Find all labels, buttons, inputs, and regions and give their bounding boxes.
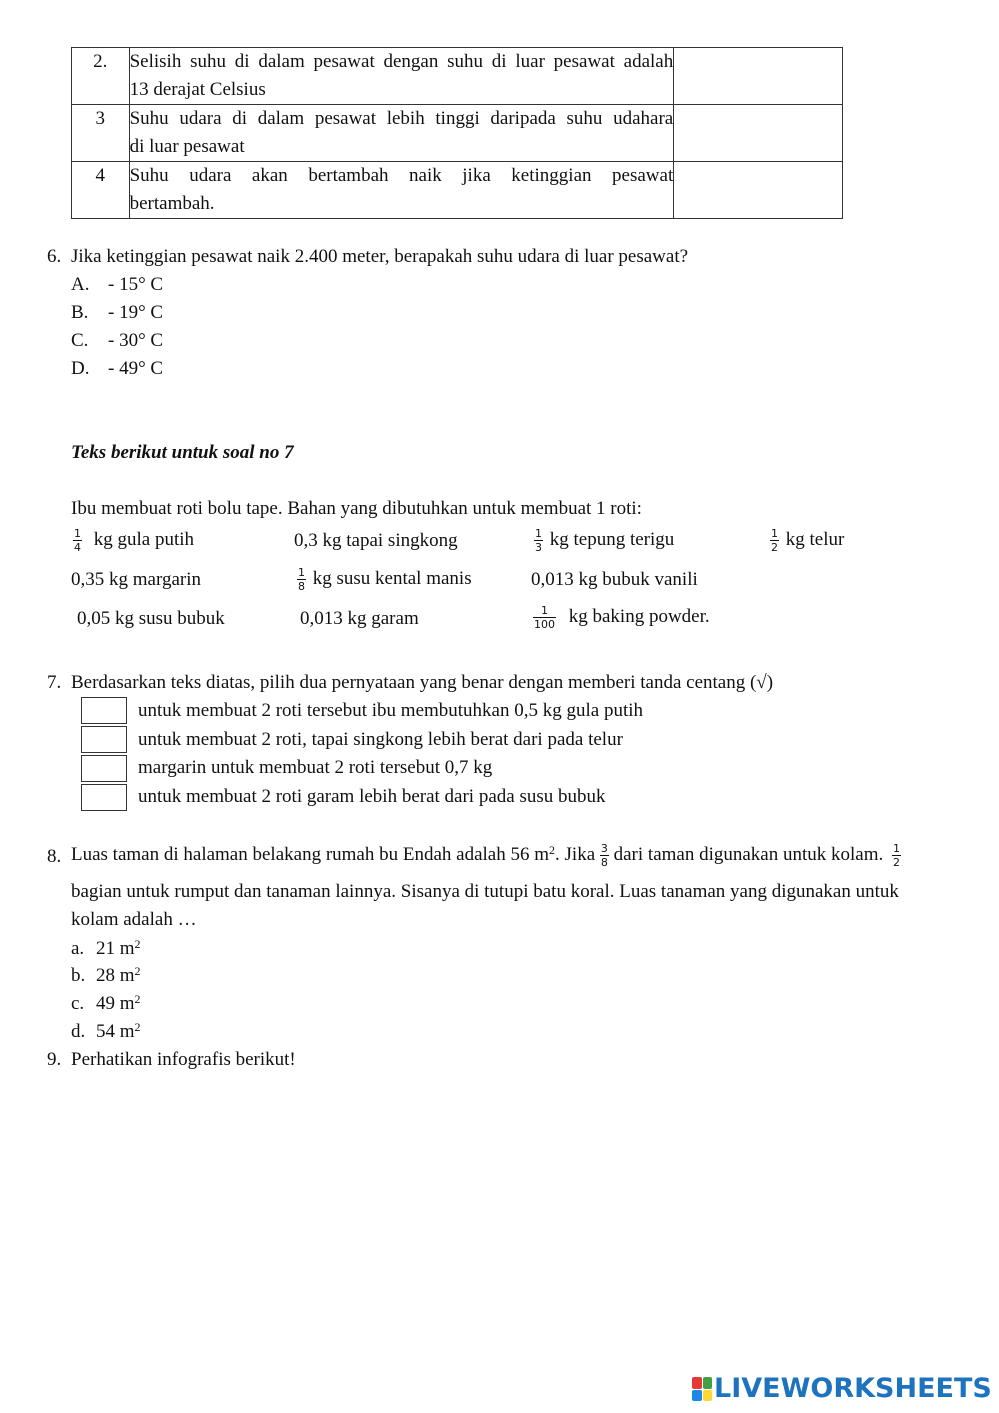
q8-option-c[interactable]: c. 49 $m^2$	[71, 992, 141, 1014]
q9-number: 9.	[47, 1049, 62, 1070]
ingredient: 0,013 kg garam	[300, 608, 419, 629]
checkbox[interactable]	[81, 784, 127, 811]
liveworksheets-logo	[692, 1374, 992, 1404]
table-row	[72, 48, 843, 105]
choice-text: untuk membuat 2 roti, tapai singkong lebih berat dari pada telur	[138, 729, 623, 750]
fraction: $\frac{1}{100}$	[534, 604, 555, 632]
checkbox[interactable]	[81, 755, 127, 782]
statement-text	[129, 48, 674, 105]
table-row	[72, 162, 843, 219]
option-letter: A.	[71, 274, 90, 295]
section-heading: Teks berikut untuk soal no 7	[71, 442, 294, 463]
statement-table	[71, 47, 843, 219]
q8-line1: Luas taman di halaman belakang rumah bu Endah adalah 56 $m^2$. Jika $\frac{3}{8}$ dari taman digunakan untuk kolam. $\frac{1}{2}$	[71, 842, 901, 870]
q7-number: 7.	[47, 672, 62, 693]
ingredient: 0,3 kg tapai singkong	[294, 530, 458, 551]
q9-text: Perhatikan infografis berikut!	[71, 1049, 296, 1070]
checkbox[interactable]	[81, 697, 127, 724]
fraction: $\frac{3}{8}$	[600, 842, 608, 870]
statement-line: bertambah.	[129, 193, 215, 214]
option-text: - 30° C	[108, 330, 164, 351]
q6-option-c[interactable]	[71, 327, 164, 355]
ingredient: $\frac{1}{8}$ kg susu kental manis	[298, 566, 472, 594]
q6-number: 6.	[47, 246, 62, 267]
q8-option-b[interactable]: b. 28 $m^2$	[71, 964, 141, 986]
fraction: $\frac{1}{4}$	[74, 527, 81, 555]
ingredient: $\frac{1}{2}$ kg telur	[771, 527, 845, 555]
q8-number: 8.	[47, 846, 62, 867]
q7-text: Berdasarkan teks diatas, pilih dua pernyataan yang benar dengan memberi tanda centang (√)	[71, 672, 774, 693]
ingredient: 0,013 kg bubuk vanili	[531, 569, 698, 590]
option-letter: C.	[71, 330, 89, 351]
table-row	[72, 105, 843, 162]
fraction: $\frac{1}{2}$	[893, 842, 901, 870]
q6-text: Jika ketinggian pesawat naik 2.400 meter, berapakah suhu udara di luar pesawat?	[71, 246, 689, 267]
row-number: 4	[72, 162, 130, 219]
option-letter: B.	[71, 302, 89, 323]
answer-cell[interactable]	[674, 162, 843, 219]
option-text: - 49° C	[108, 358, 164, 379]
q8-option-a[interactable]: a. 21 $m^2$	[71, 937, 141, 959]
fraction: $\frac{1}{3}$	[535, 527, 542, 555]
choice-text: untuk membuat 2 roti garam lebih berat dari pada susu bubuk	[138, 786, 606, 807]
statement-line: Suhu udara di dalam pesawat lebih tinggi daripada suhu udahara	[129, 108, 674, 129]
statement-line: 13 derajat Celsius	[129, 79, 266, 100]
q6-option-b[interactable]	[71, 299, 164, 327]
choice-text: margarin untuk membuat 2 roti tersebut 0,7 kg	[138, 757, 493, 778]
option-text: - 15° C	[108, 274, 164, 295]
ingredient: 0,05 kg susu bubuk	[77, 608, 225, 629]
recipe-intro: Ibu membuat roti bolu tape. Bahan yang dibutuhkan untuk membuat 1 roti:	[71, 498, 642, 519]
q8-line3: kolam adalah …	[71, 909, 197, 930]
q6-option-d[interactable]	[71, 355, 164, 383]
fraction: $\frac{1}{8}$	[298, 566, 305, 594]
option-text: - 19° C	[108, 302, 164, 323]
q6-option-a[interactable]	[71, 271, 164, 299]
statement-line: Suhu udara akan bertambah naik jika ketinggian pesawat	[129, 165, 674, 186]
brand-name: LIVEWORKSHEETS	[714, 1373, 992, 1404]
answer-cell[interactable]	[674, 105, 843, 162]
statement-text	[129, 105, 674, 162]
statement-text	[129, 162, 674, 219]
ingredient: $\frac{1}{4}$ kg gula putih	[74, 527, 195, 555]
ingredient: 0,35 kg margarin	[71, 569, 201, 590]
fraction: $\frac{1}{2}$	[771, 527, 778, 555]
row-number: 2.	[72, 48, 130, 105]
statement-line: Selisih suhu di dalam pesawat dengan suhu di luar pesawat adalah	[129, 51, 674, 72]
statement-line: di luar pesawat	[129, 136, 245, 157]
q8-line2: bagian untuk rumput dan tanaman lainnya. Sisanya di tutupi batu koral. Luas tanaman yang digunakan untuk	[71, 881, 899, 902]
q8-option-d[interactable]: d. 54 $m^2$	[71, 1020, 141, 1042]
checkbox[interactable]	[81, 726, 127, 753]
choice-text: untuk membuat 2 roti tersebut ibu membutuhkan 0,5 kg gula putih	[138, 700, 644, 721]
ingredient: $\frac{1}{3}$ kg tepung terigu	[535, 527, 675, 555]
logo-icon	[692, 1377, 712, 1401]
option-letter: D.	[71, 358, 90, 379]
answer-cell[interactable]	[674, 48, 843, 105]
ingredient: $\frac{1}{100}$ kg baking powder.	[534, 604, 710, 632]
row-number: 3	[72, 105, 130, 162]
